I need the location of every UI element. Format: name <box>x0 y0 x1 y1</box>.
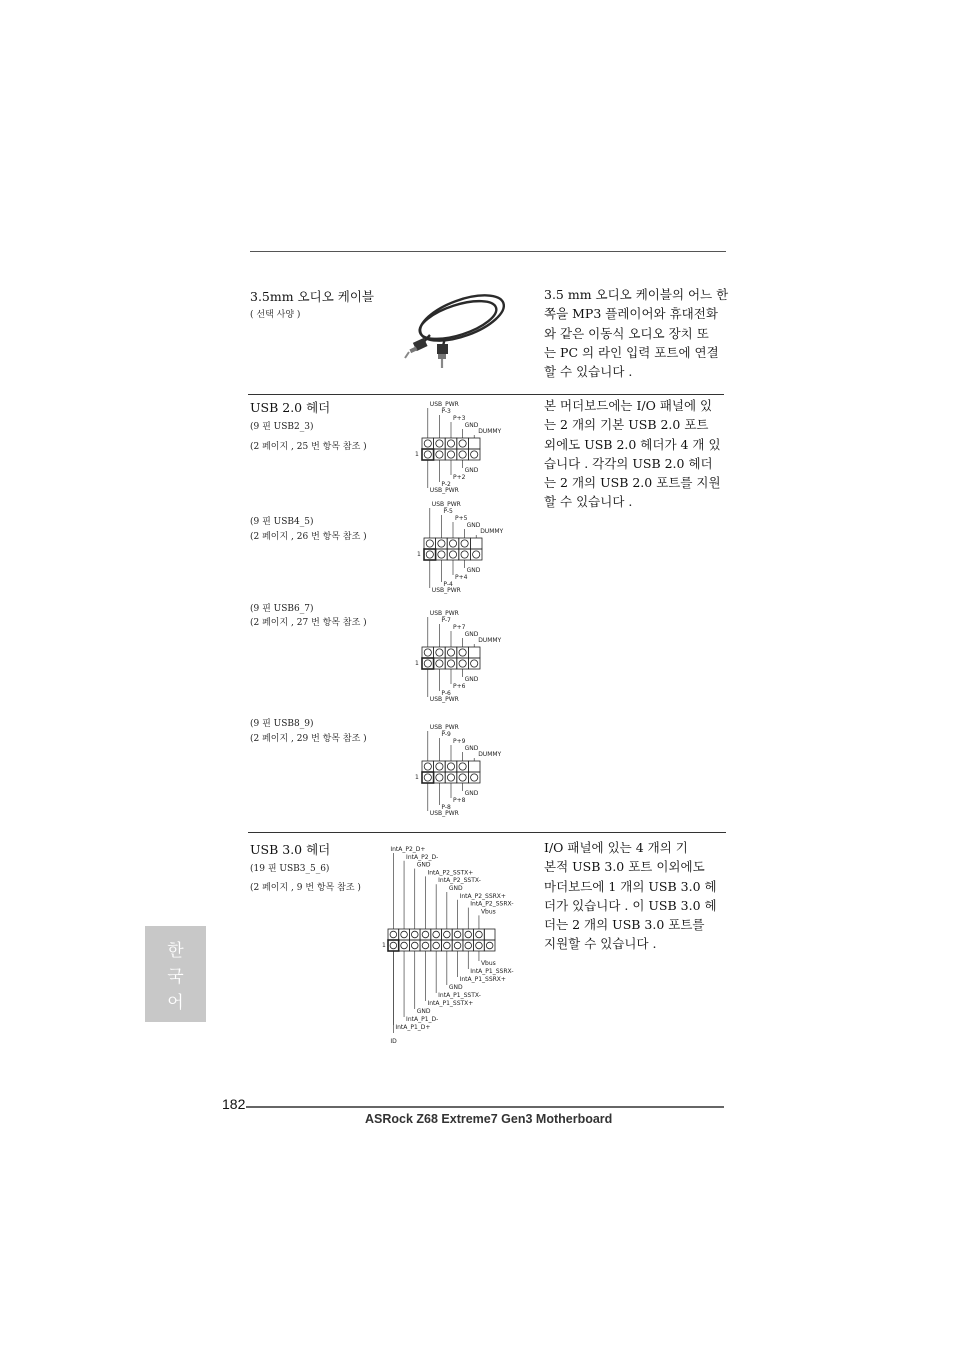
pin <box>447 440 454 447</box>
footer-model-name: ASRock Z68 Extreme7 Gen3 Motherboard <box>365 1112 613 1126</box>
pin-1-label: 1 <box>415 660 419 667</box>
pin-cell <box>431 929 442 940</box>
pin-label-top: GND <box>464 631 479 638</box>
pin-label-bottom: GND <box>464 790 479 797</box>
side-tab-char-2: 국 <box>167 967 184 987</box>
pin-label-bottom: P-6 <box>441 690 451 697</box>
pin-label-top: P-3 <box>441 408 451 415</box>
pin-cell <box>463 940 474 951</box>
pin <box>465 931 472 938</box>
pin-label-top: GND <box>416 861 431 869</box>
pin-label-top: P-5 <box>443 508 453 515</box>
pin <box>426 551 433 558</box>
pin <box>449 551 456 558</box>
pin <box>424 440 431 447</box>
pin-label-bottom: P+2 <box>453 474 466 481</box>
pin <box>433 931 440 938</box>
pin <box>401 931 408 938</box>
pin-cell <box>409 929 420 940</box>
pin <box>454 942 461 949</box>
pin <box>444 931 451 938</box>
pin-grid <box>424 538 482 560</box>
pin <box>447 763 454 770</box>
pin <box>422 942 429 949</box>
usb2-3-pin-label: (9 핀 USB2_3) <box>250 422 314 432</box>
pin <box>486 942 493 949</box>
usb6-7-ref-label: (2 페이지 , 27 번 항목 참조 ) <box>250 618 367 628</box>
pin <box>433 942 440 949</box>
pin <box>465 942 472 949</box>
pin-label-bottom: P-8 <box>441 804 451 811</box>
pin-label-top: P+9 <box>453 738 466 745</box>
pin-cell <box>468 438 480 449</box>
pin-cell <box>474 940 485 951</box>
section-divider-2 <box>248 832 726 833</box>
pin-label-bottom: ID <box>390 1038 397 1045</box>
side-tab-char-3: 어 <box>167 993 184 1013</box>
pin <box>426 540 433 547</box>
pin-label-top: GND <box>466 522 481 529</box>
pin <box>471 660 478 667</box>
pin-label-bottom: USB_PWR <box>429 810 459 817</box>
usb8-9-pin-label: (9 핀 USB8_9) <box>250 719 314 729</box>
pin <box>459 763 466 770</box>
usb8-9-header-diagram <box>412 723 532 823</box>
pin-cell <box>484 940 495 951</box>
page-number: 182 <box>222 1096 246 1112</box>
pin <box>411 942 418 949</box>
pin-label-bottom: GND <box>448 984 463 991</box>
pin <box>459 660 466 667</box>
pin-grid <box>422 761 480 783</box>
pin-label-top: P+3 <box>453 415 466 422</box>
pin <box>444 942 451 949</box>
usb4-5-header-diagram <box>414 500 534 600</box>
pin-label-top: GND <box>464 745 479 752</box>
pin <box>438 551 445 558</box>
pin-cell <box>420 940 431 951</box>
pin-grid <box>388 929 495 951</box>
pin-label-bottom: IntA_P1_SSTX+ <box>427 1000 474 1007</box>
pin-label-bottom: IntA_P1_SSRX- <box>470 968 514 975</box>
pin-label-top: Vbus <box>480 908 496 916</box>
usb6-7-header-diagram <box>412 609 532 714</box>
pin <box>447 451 454 458</box>
pin <box>447 649 454 656</box>
pin-cell <box>468 647 480 658</box>
pin-1-label: 1 <box>415 451 419 458</box>
pin-label-top: GND <box>448 885 463 892</box>
pin <box>459 774 466 781</box>
cable-title: 3.5mm 오디오 케이블 <box>250 289 374 304</box>
pin <box>424 649 431 656</box>
pin-label-top: IntA_P2_D- <box>406 853 439 861</box>
pin-label-top: DUMMY <box>480 528 504 535</box>
usb3-header-diagram <box>382 842 532 1045</box>
pin <box>459 440 466 447</box>
pin-label-top: USB_PWR <box>429 401 459 408</box>
pin <box>461 551 468 558</box>
pin-1-marker <box>388 940 399 951</box>
pin-label-bottom: GND <box>466 567 481 574</box>
footer-rule <box>246 1106 724 1108</box>
pin <box>461 540 468 547</box>
pin-label-top: P+5 <box>455 515 468 522</box>
pin <box>471 774 478 781</box>
pin <box>424 763 431 770</box>
pin <box>447 660 454 667</box>
pin-label-top: IntA_P2_SSTX+ <box>427 869 474 877</box>
pin-label-bottom: P-2 <box>441 481 451 488</box>
pin-label-bottom: IntA_P1_SSTX- <box>438 992 481 999</box>
pin <box>424 451 431 458</box>
pin <box>390 931 397 938</box>
language-side-tab <box>145 926 206 1022</box>
pin-label-top: P+7 <box>453 624 466 631</box>
pin-cell <box>388 929 399 940</box>
pin-label-top: USB_PWR <box>429 724 459 731</box>
pin <box>424 660 431 667</box>
pin <box>436 763 443 770</box>
pin <box>473 551 480 558</box>
pin-label-bottom: GND <box>464 676 479 683</box>
pin-label-top: USB_PWR <box>431 501 461 508</box>
pin-1-label: 1 <box>417 551 421 558</box>
pin-cell <box>470 538 482 549</box>
pin <box>436 774 443 781</box>
section-divider-1 <box>248 394 724 395</box>
usb3-pin-label: (19 핀 USB3_5_6) <box>250 864 330 874</box>
pin-label-top: DUMMY <box>478 751 502 758</box>
usb2-description: 본 머더보드에는 I/O 패널에 있 는 2 개의 기본 USB 2.0 포트 외에도 USB 2.0 헤더가 4 개 있 습니다 . 각각의 USB 2.0 헤더 는 2 개의 USB 2.0 포트를 지원 할 수 있습니다 . <box>544 398 721 510</box>
usb2-title: USB 2.0 헤더 <box>250 400 331 415</box>
pin <box>471 451 478 458</box>
pin-cell <box>452 940 463 951</box>
pin-1-label: 1 <box>382 942 386 949</box>
pin-cell <box>420 929 431 940</box>
pin <box>422 931 429 938</box>
pin-label-bottom: IntA_P1_SSRX+ <box>459 976 506 983</box>
pin-label-bottom: IntA_P1_D+ <box>395 1024 431 1031</box>
pin-label-bottom: P+4 <box>455 574 468 581</box>
pin <box>401 942 408 949</box>
pin-label-bottom: Vbus <box>480 960 496 967</box>
pin <box>411 931 418 938</box>
usb2-3-ref-label: (2 페이지 , 25 번 항목 참조 ) <box>250 442 367 452</box>
usb6-7-pin-label: (9 핀 USB6_7) <box>250 604 314 614</box>
pin-cell <box>399 929 410 940</box>
pin <box>436 451 443 458</box>
usb3-ref-label: (2 페이지 , 9 번 항목 참조 ) <box>250 883 361 893</box>
pin <box>459 451 466 458</box>
pin-label-bottom: GND <box>464 467 479 474</box>
usb4-5-ref-label: (2 페이지 , 26 번 항목 참조 ) <box>250 532 367 542</box>
usb8-9-ref-label: (2 페이지 , 29 번 항목 참조 ) <box>250 734 367 744</box>
pin-label-top: IntA_P2_SSRX+ <box>459 892 506 900</box>
pin <box>436 649 443 656</box>
pin-cell <box>474 929 485 940</box>
usb3-description: I/O 패널에 있는 4 개의 기 본적 USB 3.0 포트 이외에도 마더보드에 1 개의 USB 3.0 헤 더가 있습니다 . 이 USB 3.0 헤 더는 2 개의 USB 3.0 포트를 지원할 수 있습니다 . <box>544 840 717 952</box>
usb2-3-header-diagram <box>412 400 532 500</box>
pin-label-top: P-7 <box>441 617 451 624</box>
pin-label-bottom: IntA_P1_D- <box>406 1016 439 1023</box>
pin-label-top: DUMMY <box>478 428 502 435</box>
pin-label-top: USB_PWR <box>429 610 459 617</box>
usb4-5-pin-label: (9 핀 USB4_5) <box>250 517 314 527</box>
pin <box>390 942 397 949</box>
pin-cell <box>468 761 480 772</box>
pin <box>438 540 445 547</box>
pin-cell <box>463 929 474 940</box>
pin-cell <box>399 940 410 951</box>
pin-cell <box>442 940 453 951</box>
pin-grid <box>422 647 480 669</box>
pin-cell <box>409 940 420 951</box>
pin <box>476 942 483 949</box>
pin-label-bottom: P+6 <box>453 683 466 690</box>
top-rule <box>250 251 726 252</box>
side-tab-char-1: 한 <box>167 941 184 961</box>
pin-label-top: IntA_P2_D+ <box>390 846 426 853</box>
pin-cell <box>452 929 463 940</box>
pin-cell <box>484 929 495 940</box>
pin <box>454 931 461 938</box>
pin-label-top: P-9 <box>441 731 451 738</box>
pin-grid <box>422 438 480 460</box>
pin-label-bottom: P+8 <box>453 797 466 804</box>
pin-cell <box>388 940 399 951</box>
pin <box>459 649 466 656</box>
pin <box>436 440 443 447</box>
cable-subtitle: ( 선택 사양 ) <box>250 310 301 320</box>
pin-label-bottom: USB_PWR <box>431 587 461 594</box>
pin-label-bottom: P-4 <box>443 581 453 588</box>
pin <box>436 660 443 667</box>
pin-cell <box>442 929 453 940</box>
audio-cable-image <box>400 280 515 375</box>
pin-1-label: 1 <box>415 774 419 781</box>
pin-label-top: IntA_P2_SSTX- <box>438 877 481 885</box>
pin <box>449 540 456 547</box>
pin <box>424 774 431 781</box>
pin <box>476 931 483 938</box>
pin-label-top: GND <box>464 422 479 429</box>
pin-label-bottom: USB_PWR <box>429 696 459 703</box>
pin-label-bottom: GND <box>416 1008 431 1015</box>
pin-label-bottom: USB_PWR <box>429 487 459 494</box>
pin-cell <box>431 940 442 951</box>
cable-description: 3.5 mm 오디오 케이블의 어느 한 쪽을 MP3 플레이어와 휴대전화 와 같은 이동식 오디오 장치 또 는 PC 의 라인 입력 포트에 연결 할 수 있습니다 . <box>544 287 729 380</box>
pin <box>447 774 454 781</box>
pin-label-top: IntA_P2_SSRX- <box>470 900 514 908</box>
pin-label-top: DUMMY <box>478 637 502 644</box>
usb3-title: USB 3.0 헤더 <box>250 842 331 857</box>
